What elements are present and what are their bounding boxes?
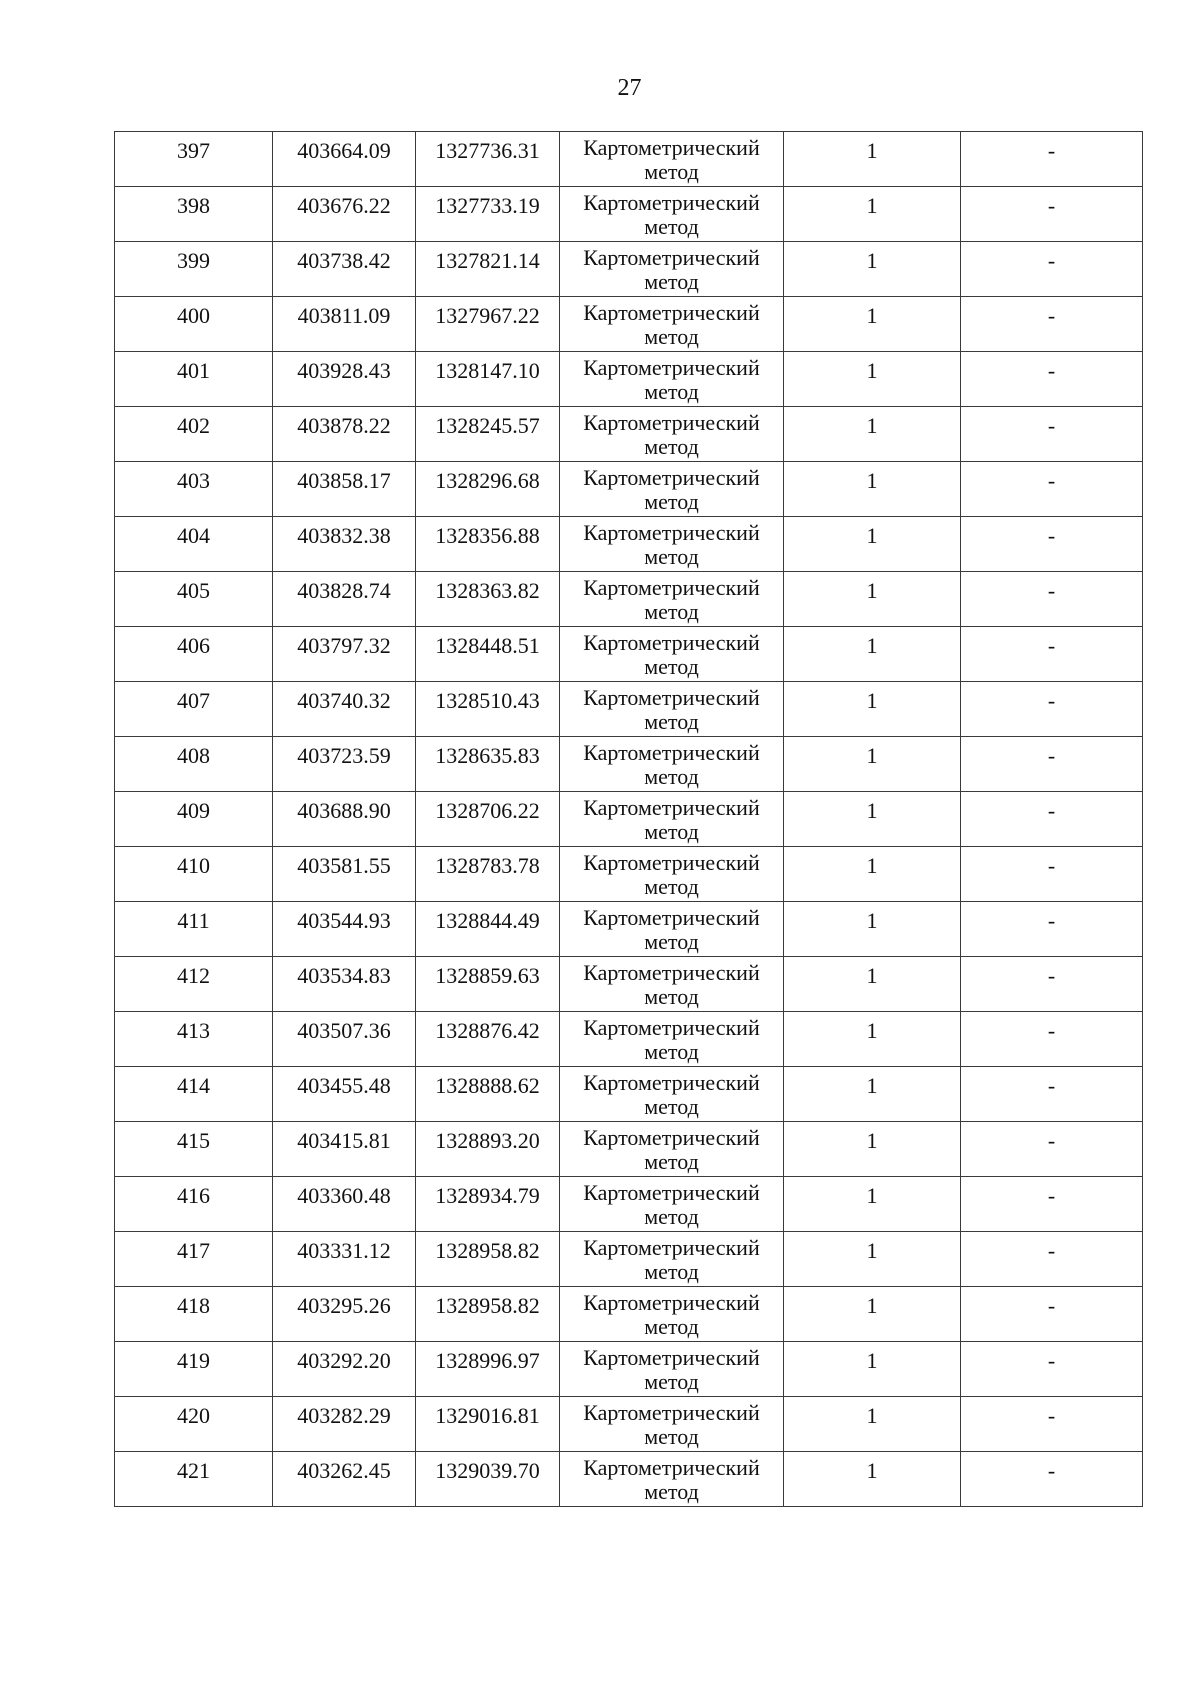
y-coordinate-cell: 1327736.31 [416, 132, 560, 187]
y-coordinate-cell: 1328876.42 [416, 1012, 560, 1067]
table-row [115, 1177, 1143, 1232]
note-cell: - [961, 1067, 1143, 1122]
y-coordinate-cell: 1327821.14 [416, 242, 560, 297]
table-row [115, 572, 1143, 627]
accuracy-cell: 1 [784, 517, 961, 572]
x-coordinate-cell: 403455.48 [273, 1067, 416, 1122]
note-cell: - [961, 297, 1143, 352]
table-row [115, 1067, 1143, 1122]
method-cell: Картометрический метод [560, 462, 784, 517]
x-coordinate-cell: 403360.48 [273, 1177, 416, 1232]
note-cell: - [961, 1287, 1143, 1342]
table-row [115, 1232, 1143, 1287]
accuracy-cell: 1 [784, 1232, 961, 1287]
method-cell: Картометрический метод [560, 792, 784, 847]
note-cell: - [961, 352, 1143, 407]
note-cell: - [961, 847, 1143, 902]
accuracy-cell: 1 [784, 957, 961, 1012]
point-number-cell: 409 [115, 792, 273, 847]
table-row [115, 902, 1143, 957]
table-row [115, 132, 1143, 187]
accuracy-cell: 1 [784, 242, 961, 297]
accuracy-cell: 1 [784, 847, 961, 902]
accuracy-cell: 1 [784, 902, 961, 957]
x-coordinate-cell: 403828.74 [273, 572, 416, 627]
table-row [115, 737, 1143, 792]
x-coordinate-cell: 403676.22 [273, 187, 416, 242]
method-cell: Картометрический метод [560, 847, 784, 902]
method-cell: Картометрический метод [560, 957, 784, 1012]
method-cell: Картометрический метод [560, 1287, 784, 1342]
point-number-cell: 407 [115, 682, 273, 737]
method-cell: Картометрический метод [560, 407, 784, 462]
table-row [115, 1122, 1143, 1177]
method-cell: Картометрический метод [560, 1012, 784, 1067]
y-coordinate-cell: 1327733.19 [416, 187, 560, 242]
coordinates-table [114, 131, 1143, 1507]
x-coordinate-cell: 403331.12 [273, 1232, 416, 1287]
accuracy-cell: 1 [784, 682, 961, 737]
note-cell: - [961, 1342, 1143, 1397]
y-coordinate-cell: 1328510.43 [416, 682, 560, 737]
point-number-cell: 413 [115, 1012, 273, 1067]
point-number-cell: 421 [115, 1452, 273, 1507]
y-coordinate-cell: 1328958.82 [416, 1232, 560, 1287]
y-coordinate-cell: 1328363.82 [416, 572, 560, 627]
note-cell: - [961, 132, 1143, 187]
note-cell: - [961, 1452, 1143, 1507]
table-row [115, 1452, 1143, 1507]
method-cell: Картометрический метод [560, 352, 784, 407]
point-number-cell: 410 [115, 847, 273, 902]
page-number: 27 [617, 75, 642, 101]
table-row [115, 627, 1143, 682]
method-cell: Картометрический метод [560, 187, 784, 242]
y-coordinate-cell: 1328296.68 [416, 462, 560, 517]
note-cell: - [961, 957, 1143, 1012]
point-number-cell: 416 [115, 1177, 273, 1232]
accuracy-cell: 1 [784, 1177, 961, 1232]
y-coordinate-cell: 1328356.88 [416, 517, 560, 572]
accuracy-cell: 1 [784, 297, 961, 352]
x-coordinate-cell: 403664.09 [273, 132, 416, 187]
y-coordinate-cell: 1328893.20 [416, 1122, 560, 1177]
table-row [115, 297, 1143, 352]
note-cell: - [961, 187, 1143, 242]
method-cell: Картометрический метод [560, 517, 784, 572]
y-coordinate-cell: 1328958.82 [416, 1287, 560, 1342]
x-coordinate-cell: 403295.26 [273, 1287, 416, 1342]
accuracy-cell: 1 [784, 1342, 961, 1397]
accuracy-cell: 1 [784, 1452, 961, 1507]
accuracy-cell: 1 [784, 792, 961, 847]
accuracy-cell: 1 [784, 572, 961, 627]
point-number-cell: 405 [115, 572, 273, 627]
method-cell: Картометрический метод [560, 627, 784, 682]
method-cell: Картометрический метод [560, 1232, 784, 1287]
point-number-cell: 399 [115, 242, 273, 297]
accuracy-cell: 1 [784, 1397, 961, 1452]
note-cell: - [961, 902, 1143, 957]
point-number-cell: 400 [115, 297, 273, 352]
table-row [115, 847, 1143, 902]
y-coordinate-cell: 1328934.79 [416, 1177, 560, 1232]
accuracy-cell: 1 [784, 1122, 961, 1177]
y-coordinate-cell: 1328844.49 [416, 902, 560, 957]
accuracy-cell: 1 [784, 132, 961, 187]
y-coordinate-cell: 1329016.81 [416, 1397, 560, 1452]
table-row [115, 1287, 1143, 1342]
method-cell: Картометрический метод [560, 242, 784, 297]
table-row [115, 187, 1143, 242]
point-number-cell: 412 [115, 957, 273, 1012]
method-cell: Картометрический метод [560, 1122, 784, 1177]
y-coordinate-cell: 1327967.22 [416, 297, 560, 352]
x-coordinate-cell: 403292.20 [273, 1342, 416, 1397]
point-number-cell: 401 [115, 352, 273, 407]
note-cell: - [961, 1122, 1143, 1177]
point-number-cell: 415 [115, 1122, 273, 1177]
method-cell: Картометрический метод [560, 1397, 784, 1452]
note-cell: - [961, 737, 1143, 792]
y-coordinate-cell: 1328783.78 [416, 847, 560, 902]
note-cell: - [961, 572, 1143, 627]
note-cell: - [961, 1012, 1143, 1067]
note-cell: - [961, 1232, 1143, 1287]
point-number-cell: 398 [115, 187, 273, 242]
table-row [115, 1012, 1143, 1067]
method-cell: Картометрический метод [560, 1452, 784, 1507]
x-coordinate-cell: 403928.43 [273, 352, 416, 407]
method-cell: Картометрический метод [560, 1342, 784, 1397]
table-row [115, 682, 1143, 737]
accuracy-cell: 1 [784, 1012, 961, 1067]
x-coordinate-cell: 403507.36 [273, 1012, 416, 1067]
table-row [115, 792, 1143, 847]
accuracy-cell: 1 [784, 407, 961, 462]
x-coordinate-cell: 403544.93 [273, 902, 416, 957]
point-number-cell: 418 [115, 1287, 273, 1342]
x-coordinate-cell: 403832.38 [273, 517, 416, 572]
point-number-cell: 406 [115, 627, 273, 682]
point-number-cell: 420 [115, 1397, 273, 1452]
x-coordinate-cell: 403811.09 [273, 297, 416, 352]
y-coordinate-cell: 1328147.10 [416, 352, 560, 407]
x-coordinate-cell: 403738.42 [273, 242, 416, 297]
accuracy-cell: 1 [784, 1067, 961, 1122]
point-number-cell: 404 [115, 517, 273, 572]
y-coordinate-cell: 1328859.63 [416, 957, 560, 1012]
accuracy-cell: 1 [784, 1287, 961, 1342]
x-coordinate-cell: 403723.59 [273, 737, 416, 792]
y-coordinate-cell: 1329039.70 [416, 1452, 560, 1507]
table-row [115, 1342, 1143, 1397]
accuracy-cell: 1 [784, 737, 961, 792]
method-cell: Картометрический метод [560, 902, 784, 957]
point-number-cell: 417 [115, 1232, 273, 1287]
accuracy-cell: 1 [784, 462, 961, 517]
note-cell: - [961, 682, 1143, 737]
note-cell: - [961, 627, 1143, 682]
note-cell: - [961, 462, 1143, 517]
table-row [115, 517, 1143, 572]
x-coordinate-cell: 403282.29 [273, 1397, 416, 1452]
x-coordinate-cell: 403581.55 [273, 847, 416, 902]
point-number-cell: 411 [115, 902, 273, 957]
x-coordinate-cell: 403858.17 [273, 462, 416, 517]
y-coordinate-cell: 1328635.83 [416, 737, 560, 792]
method-cell: Картометрический метод [560, 132, 784, 187]
method-cell: Картометрический метод [560, 1067, 784, 1122]
accuracy-cell: 1 [784, 352, 961, 407]
x-coordinate-cell: 403534.83 [273, 957, 416, 1012]
x-coordinate-cell: 403262.45 [273, 1452, 416, 1507]
x-coordinate-cell: 403740.32 [273, 682, 416, 737]
point-number-cell: 408 [115, 737, 273, 792]
table-row [115, 957, 1143, 1012]
y-coordinate-cell: 1328996.97 [416, 1342, 560, 1397]
point-number-cell: 414 [115, 1067, 273, 1122]
accuracy-cell: 1 [784, 187, 961, 242]
y-coordinate-cell: 1328706.22 [416, 792, 560, 847]
x-coordinate-cell: 403797.32 [273, 627, 416, 682]
method-cell: Картометрический метод [560, 572, 784, 627]
note-cell: - [961, 1177, 1143, 1232]
point-number-cell: 402 [115, 407, 273, 462]
y-coordinate-cell: 1328448.51 [416, 627, 560, 682]
table-row [115, 407, 1143, 462]
table-row [115, 242, 1143, 297]
method-cell: Картометрический метод [560, 682, 784, 737]
note-cell: - [961, 517, 1143, 572]
table-row [115, 1397, 1143, 1452]
x-coordinate-cell: 403878.22 [273, 407, 416, 462]
point-number-cell: 419 [115, 1342, 273, 1397]
method-cell: Картометрический метод [560, 297, 784, 352]
accuracy-cell: 1 [784, 627, 961, 682]
y-coordinate-cell: 1328888.62 [416, 1067, 560, 1122]
point-number-cell: 403 [115, 462, 273, 517]
method-cell: Картометрический метод [560, 737, 784, 792]
point-number-cell: 397 [115, 132, 273, 187]
note-cell: - [961, 242, 1143, 297]
table-row [115, 352, 1143, 407]
x-coordinate-cell: 403688.90 [273, 792, 416, 847]
note-cell: - [961, 1397, 1143, 1452]
coordinates-table-body [115, 132, 1143, 1507]
y-coordinate-cell: 1328245.57 [416, 407, 560, 462]
note-cell: - [961, 792, 1143, 847]
x-coordinate-cell: 403415.81 [273, 1122, 416, 1177]
method-cell: Картометрический метод [560, 1177, 784, 1232]
note-cell: - [961, 407, 1143, 462]
table-row [115, 462, 1143, 517]
